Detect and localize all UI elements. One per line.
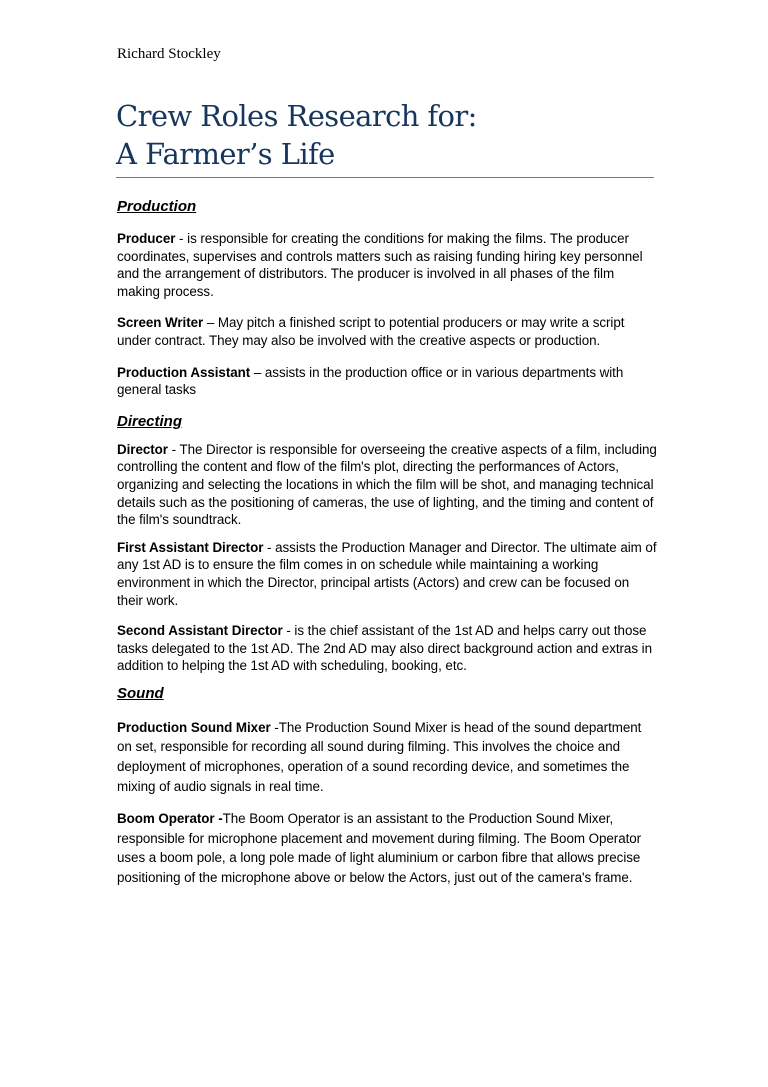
author-name: Richard Stockley bbox=[117, 46, 221, 62]
section-heading-directing: Directing bbox=[117, 412, 183, 430]
role-production-sound-mixer bbox=[117, 718, 657, 796]
role-description: -The Production Sound Mixer is head of the sound department on set, responsible for recording all sound during filming. This involves the choice and deployment of microphones, operation of a sound recording device, and sometimes the mixing of audio signals in real time. bbox=[117, 719, 642, 794]
role-term: Screen Writer bbox=[117, 315, 204, 331]
title-divider bbox=[116, 177, 654, 178]
role-description: – May pitch a finished script to potential producers or may write a script under contract. They may also be involved with the creative aspects or production. bbox=[117, 315, 625, 348]
role-screen-writer bbox=[117, 314, 657, 349]
role-term: Production Assistant bbox=[117, 364, 251, 380]
role-description: - assists the Production Manager and Director. The ultimate aim of any 1st AD is to ensure the film comes in on schedule while maintaining a working environment in which the Director, principal artists (Actors) and crew can be focused on their work. bbox=[117, 539, 657, 608]
role-term: Director bbox=[117, 441, 168, 457]
role-term: Second Assistant Director bbox=[117, 623, 283, 639]
role-description: The Boom Operator is an assistant to the Production Sound Mixer, responsible for microphone placement and movement during filming. The Boom Operator uses a boom pole, a long pole made of light aluminium or carbon fibre that allows precise positioning of the microphone above or below the Actors, just out of the camera's frame. bbox=[117, 811, 642, 886]
role-description: – assists in the production office or in various departments with general tasks bbox=[117, 364, 624, 398]
role-term: First Assistant Director bbox=[117, 539, 264, 555]
title-line-1: Crew Roles Research for: bbox=[116, 99, 477, 133]
document-body bbox=[117, 197, 657, 888]
role-first-assistant-director bbox=[117, 539, 657, 609]
role-second-assistant-director bbox=[117, 622, 657, 675]
page-title bbox=[116, 97, 656, 173]
role-producer bbox=[117, 230, 657, 300]
role-description: - The Director is responsible for overseeing the creative aspects of a film, including controlling the content and flow of the film's plot, directing the performances of Actors, organizing and selecting the locations in which the film will be shot, and managing technical details such as the positioning of cameras, the use of lighting, and the timing and content of the film's soundtrack. bbox=[117, 441, 657, 528]
role-director bbox=[117, 441, 657, 529]
title-line-2: A Farmer’s Life bbox=[116, 137, 335, 171]
section-heading-sound: Sound bbox=[117, 684, 164, 702]
role-boom-operator bbox=[117, 809, 657, 887]
role-description: - is responsible for creating the conditions for making the films. The producer coordinates, supervises and controls matters such as raising funding hiring key personnel and the arrangement of distributors. The producer is involved in all phases of the film making process. bbox=[117, 231, 643, 299]
section-heading-production: Production bbox=[117, 198, 197, 215]
role-term: Production Sound Mixer bbox=[117, 719, 271, 735]
role-description: - is the chief assistant of the 1st AD and helps carry out those tasks delegated to the 1st AD. The 2nd AD may also direct background action and extras in addition to helping the 1st AD with scheduling, booking, etc. bbox=[117, 623, 652, 674]
role-term: Boom Operator - bbox=[117, 811, 223, 827]
role-production-assistant bbox=[117, 364, 657, 399]
role-term: Producer bbox=[117, 231, 176, 246]
